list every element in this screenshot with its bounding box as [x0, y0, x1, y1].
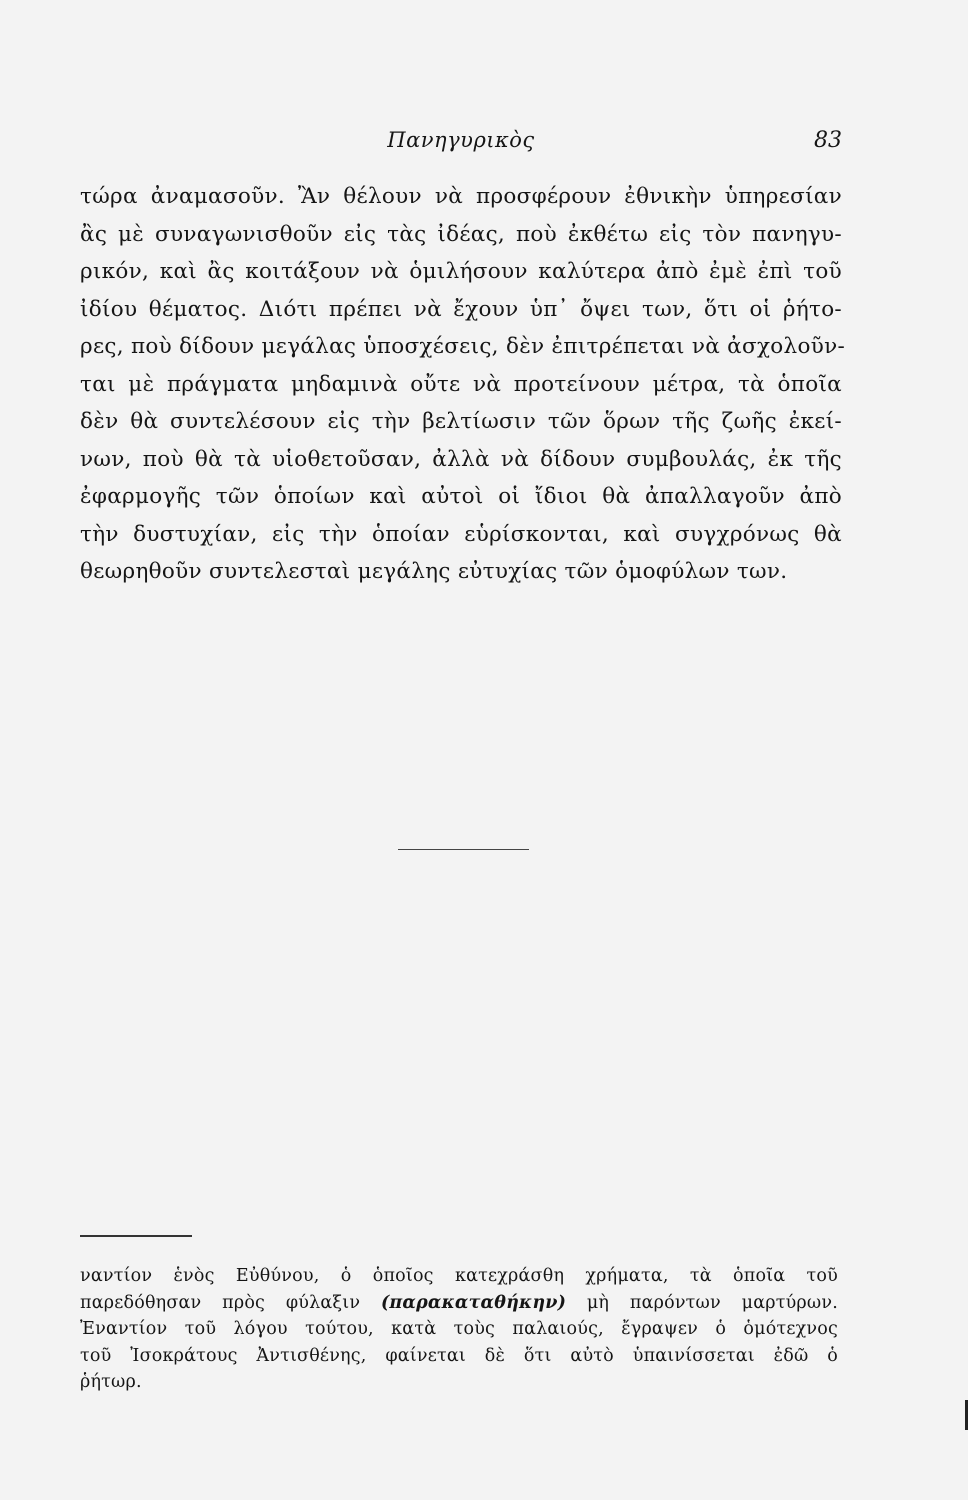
footnote-line [80, 1290, 838, 1317]
body-line: δὲν θὰ συντελέσουν εἰς τὴν βελτίωσιν τῶν ὅρων τῆς ζωῆς ἐκεί- [80, 409, 842, 434]
footnote-separator-rule [80, 1235, 192, 1237]
body-line: ἐφαρμογῆς τῶν ὁποίων καὶ αὐτοὶ οἱ ἴδιοι θὰ ἀπαλλαγοῦν ἀπὸ [80, 484, 842, 509]
body-line: θεωρηθοῦν συντελεσταὶ μεγάλης εὐτυχίας τῶν ὁμοφύλων των. [80, 559, 788, 584]
footnote-line: τοῦ Ἰσοκράτους Ἀντισθένης, φαίνεται δὲ ὅτι αὐτὸ ὑπαινίσσεται ἐδῶ ὁ [80, 1345, 838, 1366]
body-line: ρες, ποὺ δίδουν μεγάλας ὑποσχέσεις, δὲν ἐπιτρέπεται νὰ ἀσχολοῦν- [80, 334, 846, 359]
footnote [80, 1263, 838, 1396]
page-number: 83 [814, 128, 842, 153]
body-line: τὴν δυστυχίαν, εἰς τὴν ὁποίαν εὑρίσκονται, καὶ συγχρόνως θὰ [80, 521, 842, 547]
footnote-line: ῥήτωρ. [80, 1372, 142, 1392]
footnote-text: μὴ παρόντων μαρτύρων. [566, 1292, 838, 1313]
footnote-text: παρεδόθησαν πρὸς φύλαξιν [80, 1292, 381, 1313]
body-paragraph [80, 178, 846, 591]
running-head [80, 128, 842, 158]
body-line: ἂς μὲ συναγωνισθοῦν εἰς τὰς ἰδέας, ποὺ ἐκθέτω εἰς τὸν πανηγυ- [80, 221, 842, 247]
body-line: ρικόν, καὶ ἂς κοιτάξουν νὰ ὁμιλήσουν καλύτερα ἀπὸ ἐμὲ ἐπὶ τοῦ [80, 259, 842, 284]
footnote-emphasis: (παρακαταθήκην) [380, 1292, 567, 1313]
footnote-line: Ἐναντίον τοῦ λόγου τούτου, κατὰ τοὺς παλαιούς, ἔγραψεν ὁ ὁμότεχνος [80, 1319, 838, 1339]
section-end-rule [398, 849, 529, 850]
body-line: ται μὲ πράγματα μηδαμινὰ οὔτε νὰ προτείνουν μέτρα, τὰ ὁποῖα [80, 371, 842, 397]
body-line: τώρα ἀναμασοῦν. Ἂν θέλουν νὰ προσφέρουν ἐθνικὴν ὑπηρεσίαν [80, 184, 842, 209]
body-line: ἰδίου θέματος. Διότι πρέπει νὰ ἔχουν ὑπ᾿ ὄψει των, ὅτι οἱ ῥήτο- [80, 296, 842, 322]
running-title: Πανηγυρικὸς [387, 128, 535, 152]
footnote-line: ναντίον ἑνὸς Εὐθύνου, ὁ ὁποῖος κατεχράσθη χρήματα, τὰ ὁποῖα τοῦ [80, 1266, 838, 1286]
body-line: νων, ποὺ θὰ τὰ υἱοθετοῦσαν, ἀλλὰ νὰ δίδουν συμβουλάς, ἐκ τῆς [80, 446, 842, 472]
